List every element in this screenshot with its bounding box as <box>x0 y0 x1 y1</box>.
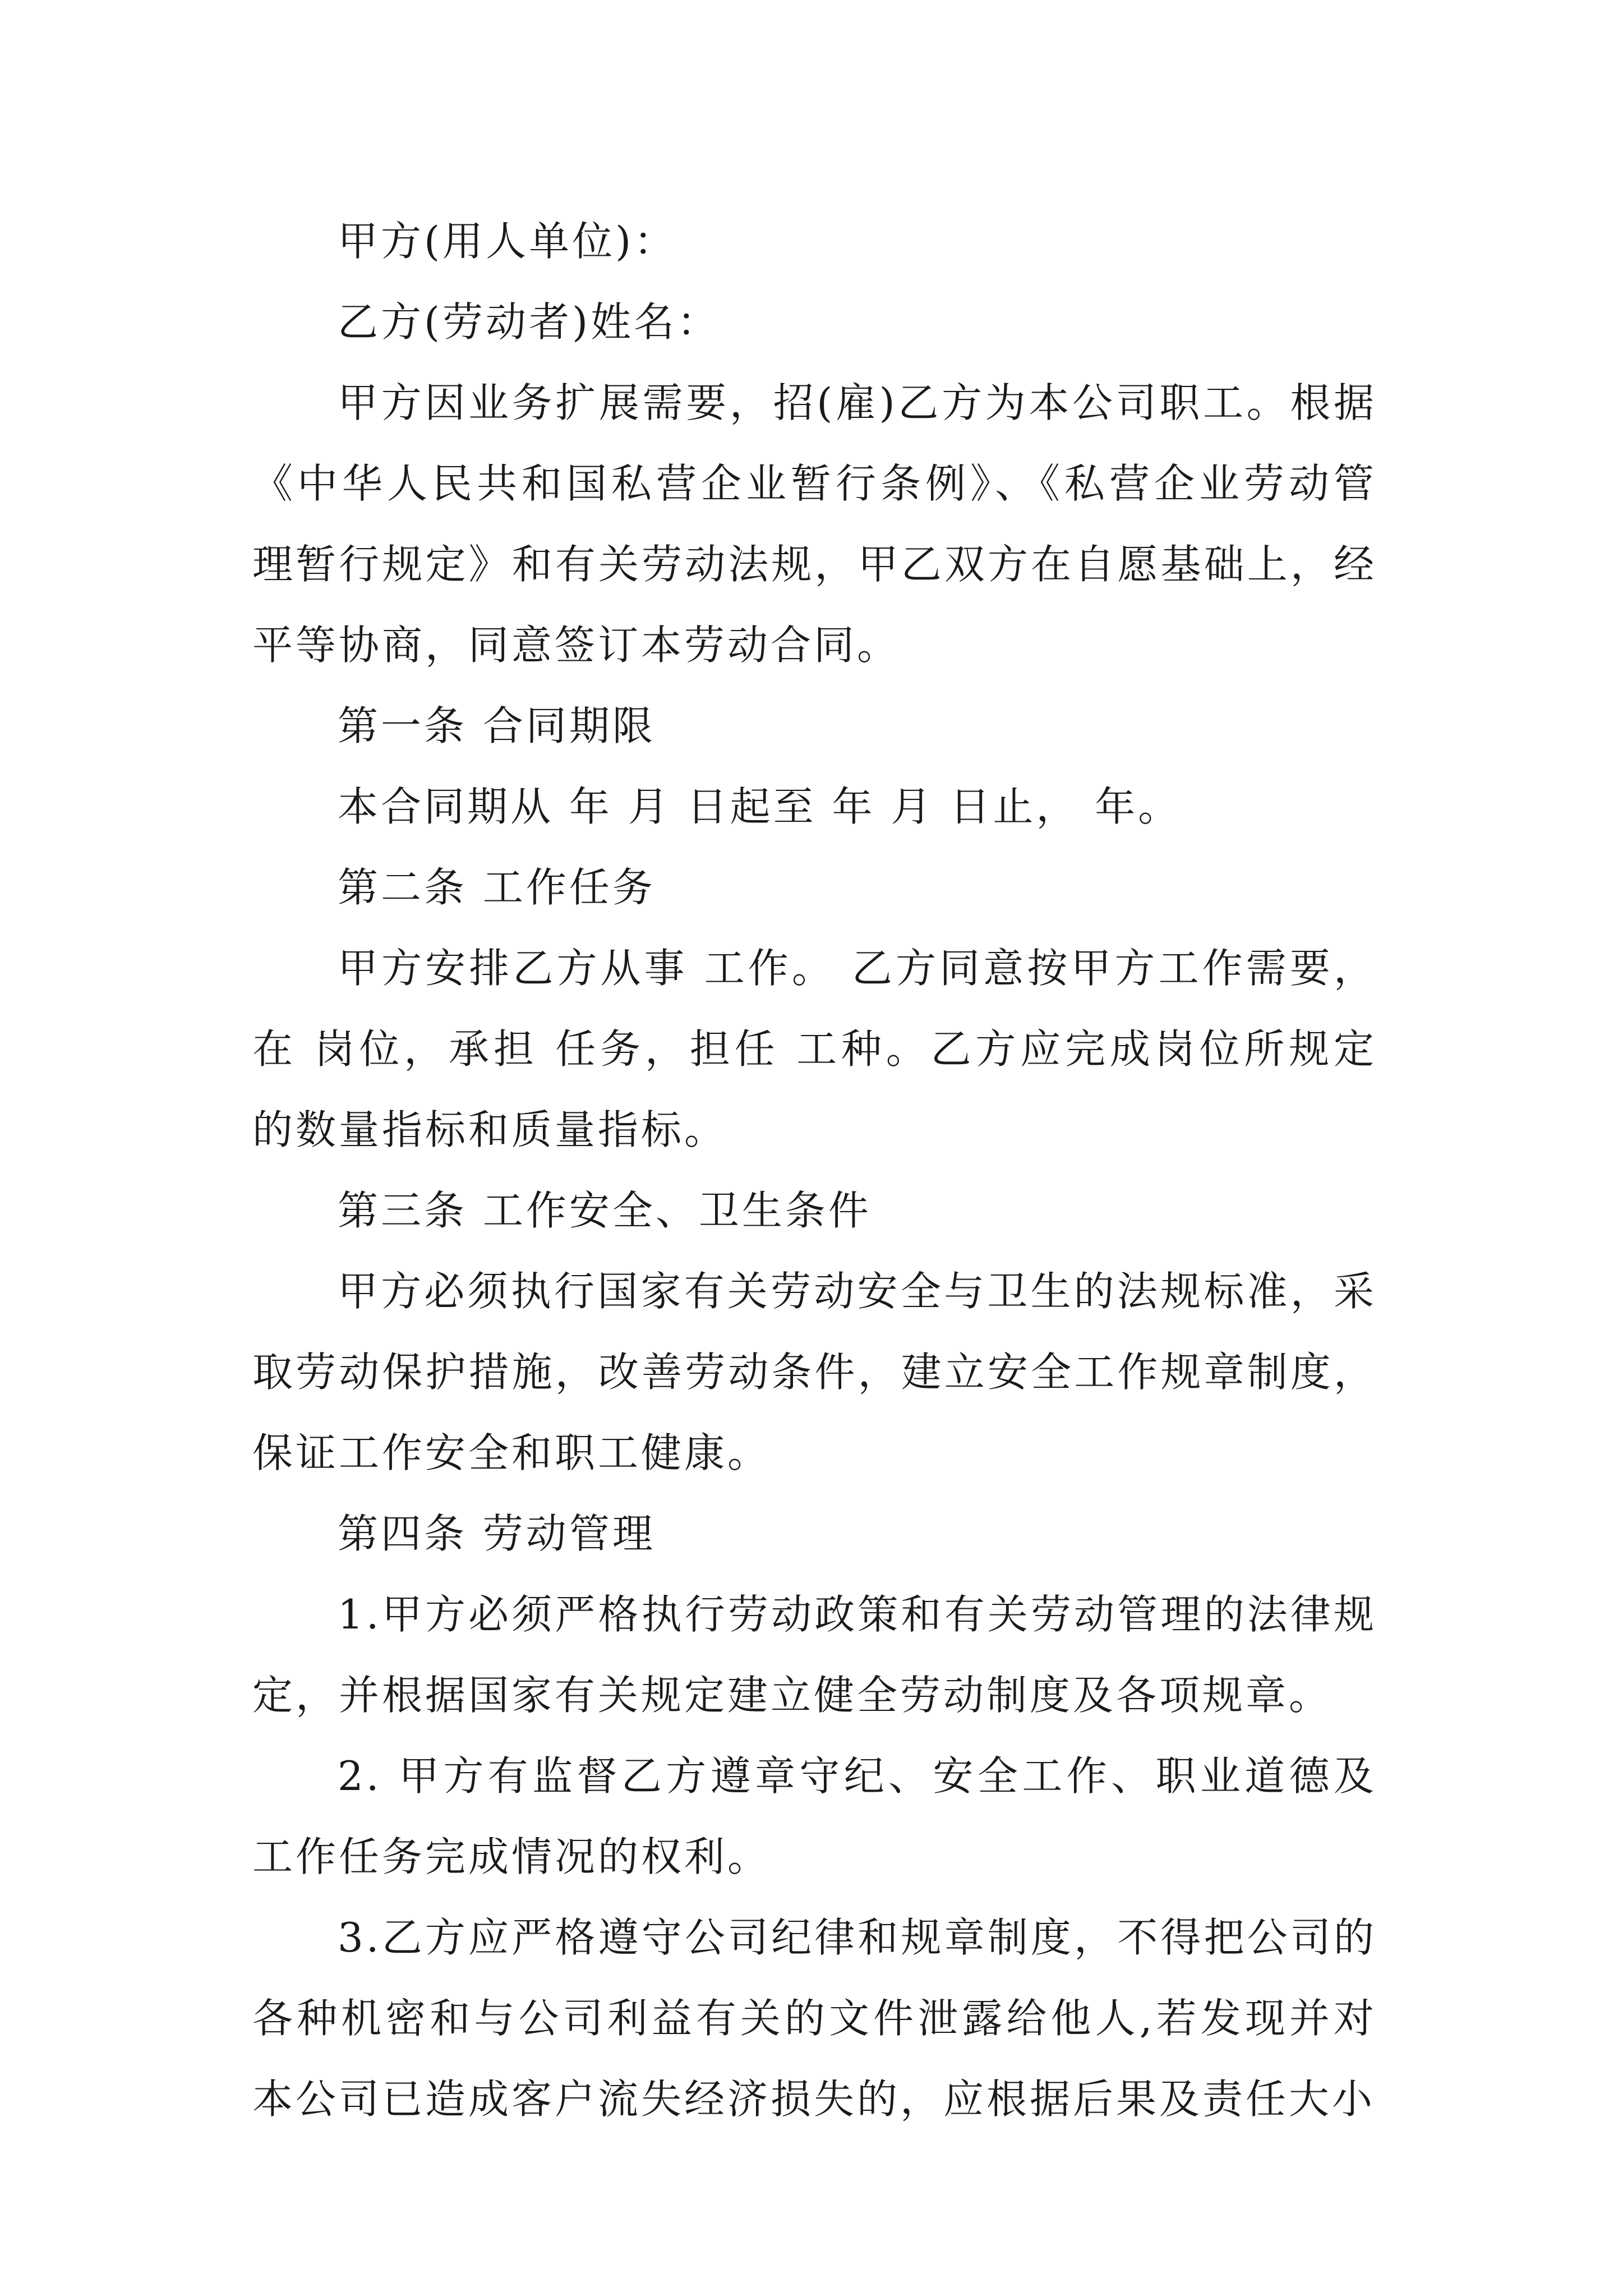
article-4-clause-1: 1.甲方必须严格执行劳动政策和有关劳动管理的法律规定，并根据国家有关规定建立健全劳动制度及各项规章。 <box>252 1591 1377 1719</box>
article-1-paragraph: 本合同期从 年 月 日起至 年 月 日止， 年。 <box>338 783 1182 830</box>
preamble-paragraph: 甲方因业务扩展需要，招(雇)乙方为本公司职工。根据《中华人民共和国私营企业暂行条例》、《私营企业劳动管理暂行规定》和有关劳动法规，甲乙双方在自愿基础上，经平等协商，同意签订本劳动合同。 <box>252 379 1377 669</box>
article-2-heading: 第二条 工作任务 <box>338 864 656 911</box>
article-2-paragraph: 甲方安排乙方从事 工作。 乙方同意按甲方工作需要，在 岗位，承担 任务，担任 工种。乙方应完成岗位所规定的数量指标和质量指标。 <box>252 945 1377 1153</box>
article-4-clause-3: 3.乙方应严格遵守公司纪律和规章制度，不得把公司的各种机密和与公司利益有关的文件泄露给他人,若发现并对本公司已造成客户流失经济损失的，应根据后果及责任大小 <box>252 1914 1377 2123</box>
article-1-heading: 第一条 合同期限 <box>338 702 656 749</box>
article-3-heading: 第三条 工作安全、卫生条件 <box>338 1187 872 1234</box>
party-b-line: 乙方(劳动者)姓名： <box>338 298 721 346</box>
party-a-line: 甲方(用人单位)： <box>338 218 677 265</box>
article-4-clause-2: 2. 甲方有监督乙方遵章守纪、安全工作、职业道德及工作任务完成情况的权利。 <box>252 1752 1377 1880</box>
article-4-heading: 第四条 劳动管理 <box>338 1510 656 1557</box>
document-body <box>252 201 1377 2139</box>
article-3-paragraph: 甲方必须执行国家有关劳动安全与卫生的法规标准，采取劳动保护措施，改善劳动条件，建立安全工作规章制度，保证工作安全和职工健康。 <box>252 1268 1377 1476</box>
